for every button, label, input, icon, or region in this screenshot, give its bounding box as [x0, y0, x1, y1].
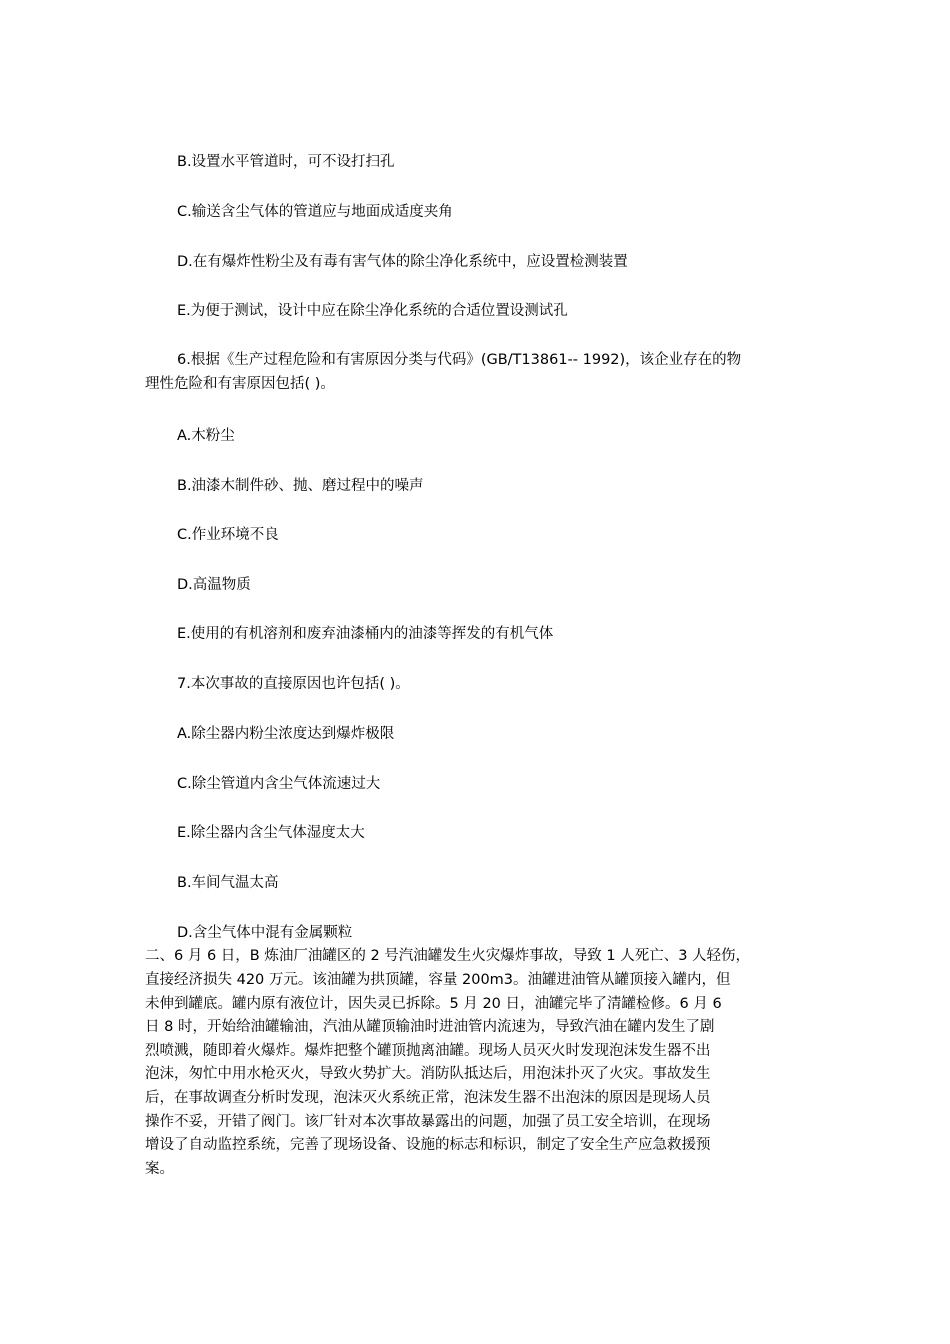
- q7-option-d: D.含尘气体中混有金属颗粒: [177, 925, 353, 941]
- q7-stem: 7.本次事故的直接原因也许包括( )。: [177, 676, 410, 692]
- q6-option-b: B.油漆木制件砂、抛、磨过程中的噪声: [177, 478, 424, 494]
- q5-option-c: C.输送含尘气体的管道应与地面成适度夹角: [177, 204, 453, 220]
- case-two-line-4: 日 8 时，开始给油罐输油，汽油从罐顶输油时进油管内流速为，导致汽油在罐内发生了剧: [145, 1019, 715, 1035]
- q6-stem-line-2: 理性危险和有害原因包括( )。: [145, 376, 335, 392]
- q6-option-a: A.木粉尘: [177, 428, 235, 444]
- q6-stem-line-1: 6.根据《生产过程危险和有害原因分类与代码》(GB/T13861-- 1992)，该企业存在的物: [177, 352, 742, 368]
- case-two-line-6: 泡沫，匆忙中用水枪灭火，导致火势扩大。消防队抵达后，用泡沫扑灭了火灾。事故发生: [145, 1066, 711, 1082]
- q6-option-c: C.作业环境不良: [177, 527, 279, 543]
- q6-option-d: D.高温物质: [177, 577, 251, 593]
- q7-option-b: B.车间气温太高: [177, 875, 279, 891]
- case-two-line-3: 未伸到罐底。罐内原有液位计，因失灵已拆除。5 月 20 日，油罐完毕了清罐检修。6 月 6: [145, 996, 722, 1012]
- q5-option-d: D.在有爆炸性粉尘及有毒有害气体的除尘净化系统中，应设置检测装置: [177, 254, 628, 270]
- case-two-line-5: 烈喷溅，随即着火爆炸。爆炸把整个罐顶抛离油罐。现场人员灭火时发现泡沫发生器不出: [145, 1043, 711, 1059]
- case-two-line-2: 直接经济损失 420 万元。该油罐为拱顶罐，容量 200m3。油罐进油管从罐顶接入罐内，但: [145, 972, 731, 988]
- case-two-line-9: 增设了自动监控系统，完善了现场设备、设施的标志和标识，制定了安全生产应急救援预: [145, 1137, 711, 1153]
- case-two-line-1: 二、6 月 6 日，B 炼油厂油罐区的 2 号汽油罐发生火灾爆炸事故，导致 1 人死亡、3 人轻伤，: [145, 948, 751, 964]
- q5-option-b: B.设置水平管道时，可不设打扫孔: [177, 154, 395, 170]
- q5-option-e: E.为便于测试，设计中应在除尘净化系统的合适位置设测试孔: [177, 303, 568, 319]
- case-two-line-10: 案。: [145, 1161, 174, 1177]
- q7-option-c: C.除尘管道内含尘气体流速过大: [177, 776, 381, 792]
- q7-option-e: E.除尘器内含尘气体湿度太大: [177, 825, 365, 841]
- case-two-line-8: 操作不妥，开错了阀门。该厂针对本次事故暴露出的问题，加强了员工安全培训，在现场: [145, 1114, 711, 1130]
- q7-option-a: A.除尘器内粉尘浓度达到爆炸极限: [177, 726, 395, 742]
- q6-option-e: E.使用的有机溶剂和废弃油漆桶内的油漆等挥发的有机气体: [177, 626, 554, 642]
- case-two-line-7: 后，在事故调查分析时发现，泡沫灭火系统正常，泡沫发生器不出泡沫的原因是现场人员: [145, 1090, 711, 1106]
